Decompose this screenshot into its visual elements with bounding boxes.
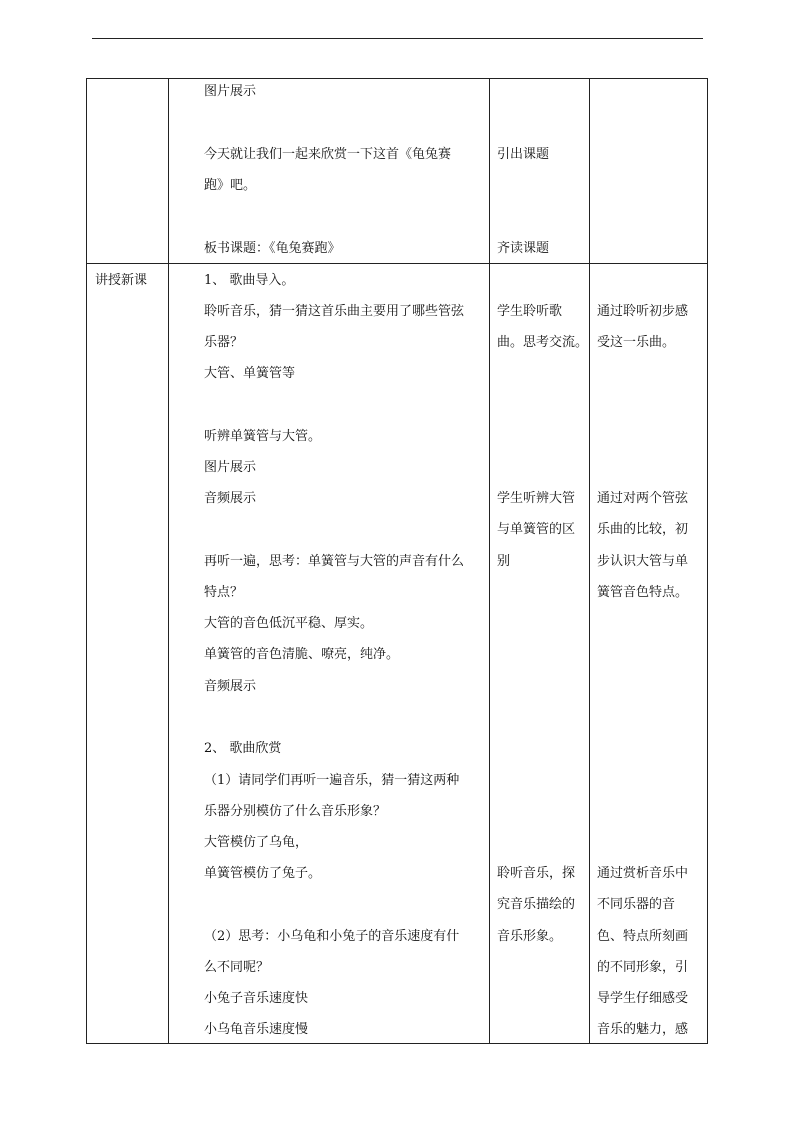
content-line: 跑》吧。: [204, 178, 257, 193]
content-line: 单簧管模仿了兔子。: [204, 866, 322, 881]
content-line: 聆听音乐，猜一猜这首乐曲主要用了哪些管弦: [204, 304, 465, 319]
content-line: 板书课题：《龟兔赛跑》: [204, 241, 341, 256]
student-activity-line: 曲。思考交流。: [497, 335, 589, 350]
student-activity-line: 聆听音乐，探: [497, 866, 576, 881]
design-intent-line: 步认识大管与单: [597, 554, 689, 569]
column-divider-content: [489, 79, 490, 1043]
content-line: 大管、单簧管等: [204, 366, 296, 381]
content-line: 大管的音色低沉平稳、厚实。: [204, 616, 374, 631]
content-line: 小兔子音乐速度快: [204, 991, 309, 1006]
row-divider: [87, 263, 707, 264]
content-line: 小乌龟音乐速度慢: [204, 1022, 309, 1037]
student-activity-line: 究音乐描绘的: [497, 897, 576, 912]
content-line: 图片展示: [204, 460, 257, 475]
design-intent-line: 通过聆听初步感: [597, 304, 689, 319]
content-line: 今天就让我们一起来欣赏一下这首《龟兔赛: [204, 147, 452, 162]
content-line: （2）思考：小乌龟和小兔子的音乐速度有什: [204, 929, 460, 944]
design-intent-line: 通过对两个管弦: [597, 491, 689, 506]
lesson-plan-table: [86, 78, 708, 1044]
design-intent-line: 不同乐器的音: [597, 897, 676, 912]
student-activity-line: 别: [497, 554, 511, 569]
design-intent-line: 乐曲的比较，初: [597, 522, 689, 537]
design-intent-line: 导学生仔细感受: [597, 991, 689, 1006]
student-activity-line: 引出课题: [497, 147, 550, 162]
student-activity-line: 学生聆听歌: [497, 304, 563, 319]
column-divider-stage: [168, 79, 169, 1043]
design-intent-line: 通过赏析音乐中: [597, 866, 689, 881]
student-activity-line: 音乐形象。: [497, 929, 563, 944]
design-intent-line: 色、特点所刻画: [597, 929, 689, 944]
header-rule: [92, 38, 703, 39]
content-line: 2、 歌曲欣赏: [204, 741, 282, 756]
student-activity-line: 齐读课题: [497, 241, 550, 256]
content-line: 1、 歌曲导入。: [204, 273, 295, 288]
content-line: （1）请同学们再听一遍音乐，猜一猜这两种: [204, 773, 460, 788]
design-intent-line: 的不同形象，引: [597, 960, 689, 975]
content-line: 么不同呢？: [204, 960, 270, 975]
content-line: 乐器？: [204, 335, 244, 350]
content-line: 再听一遍，思考：单簧管与大管的声音有什么: [204, 554, 465, 569]
content-line: 特点？: [204, 585, 244, 600]
design-intent-line: 簧管音色特点。: [597, 585, 689, 600]
content-line: 音频展示: [204, 491, 257, 506]
design-intent-line: 受这一乐曲。: [597, 335, 676, 350]
content-line: 听辨单簧管与大管。: [204, 429, 322, 444]
content-line: 音频展示: [204, 679, 257, 694]
design-intent-line: 音乐的魅力，感: [597, 1022, 689, 1037]
content-line: 乐器分别模仿了什么音乐形象？: [204, 804, 387, 819]
student-activity-line: 与单簧管的区: [497, 522, 576, 537]
student-activity-line: 学生听辨大管: [497, 491, 576, 506]
column-divider-student: [589, 79, 590, 1043]
content-line: 大管模仿了乌龟，: [204, 835, 309, 850]
content-line: 图片展示: [204, 84, 257, 99]
content-line: 单簧管的音色清脆、嘹亮，纯净。: [204, 647, 400, 662]
stage-label: 讲授新课: [95, 273, 148, 288]
